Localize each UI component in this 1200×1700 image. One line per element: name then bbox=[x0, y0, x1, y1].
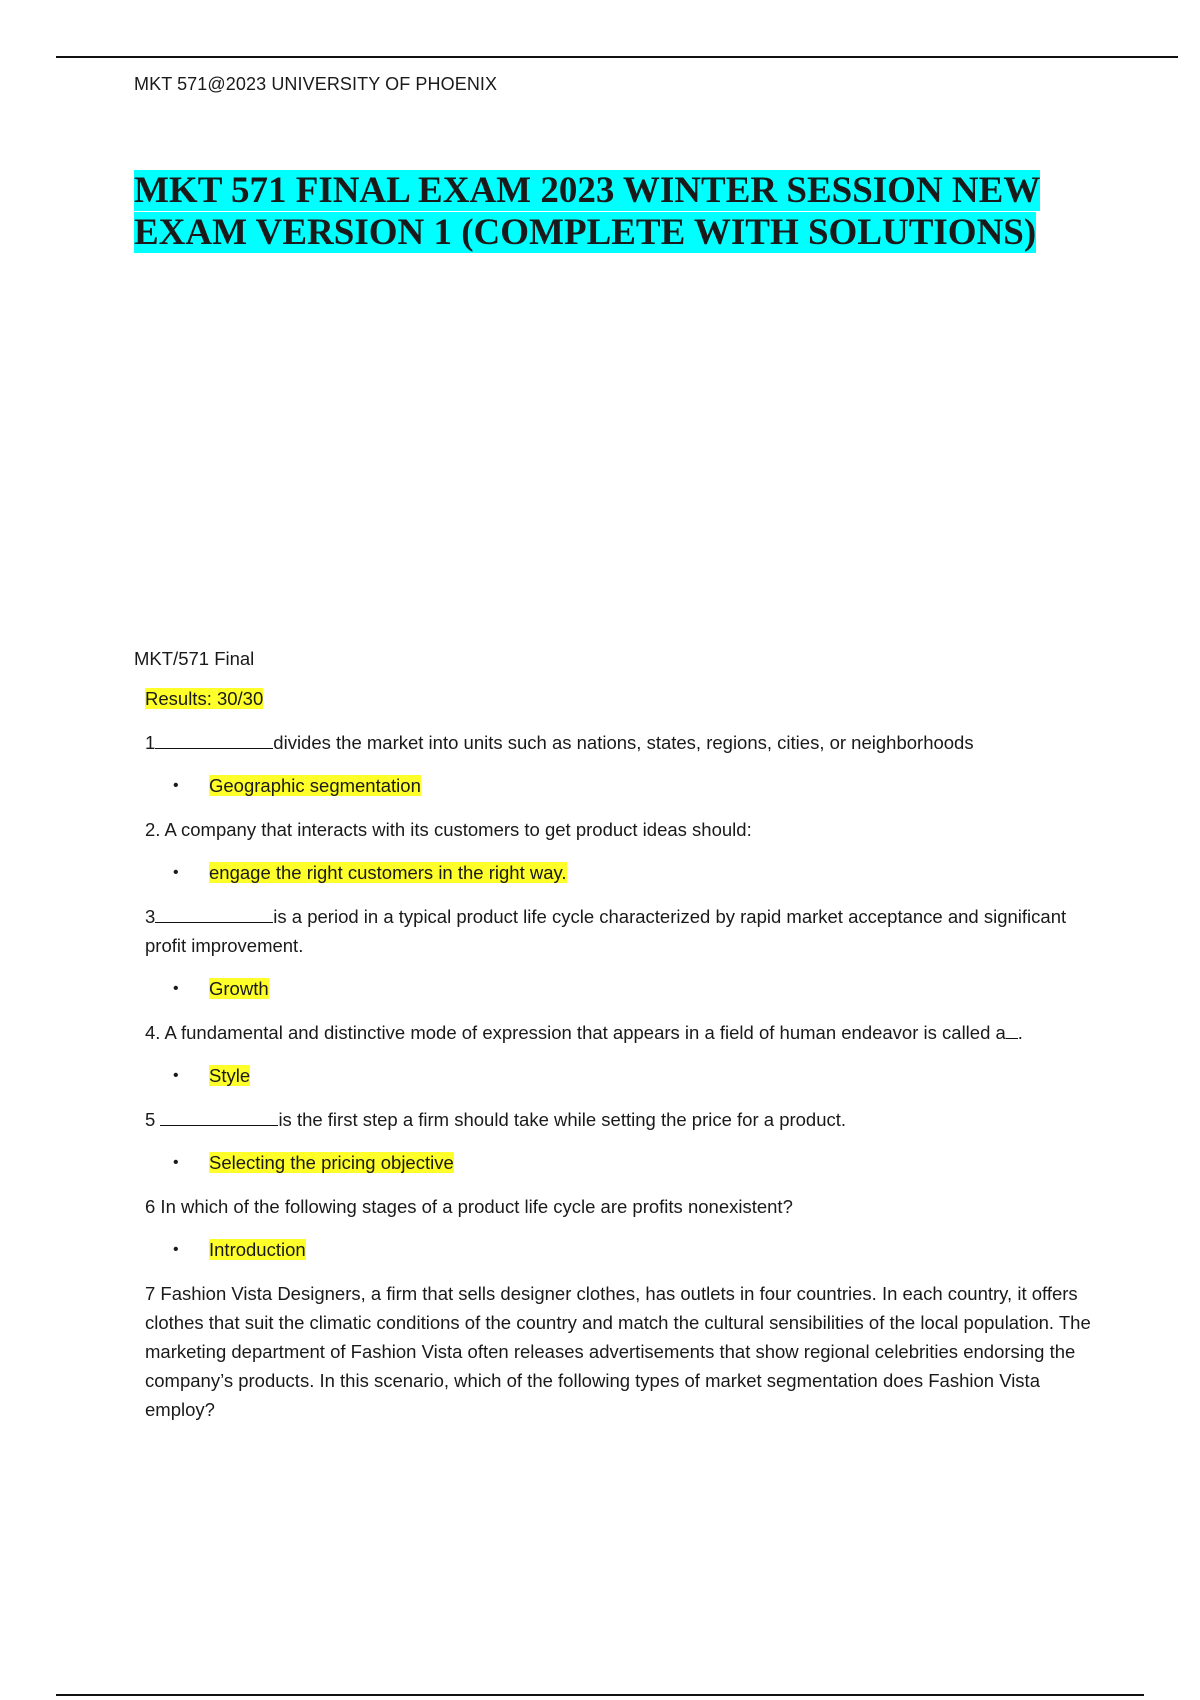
question-4-text: 4. A fundamental and distinctive mode of expression that appears in a field of human endeavor is called a bbox=[145, 1022, 1006, 1043]
question-4-end: . bbox=[1017, 1022, 1023, 1043]
document-title bbox=[134, 170, 1094, 254]
question-1 bbox=[134, 728, 1094, 757]
exam-body bbox=[134, 644, 1094, 1438]
document-title-text: MKT 571 FINAL EXAM 2023 WINTER SESSION NEW EXAM VERSION 1 (COMPLETE WITH SOLUTIONS) bbox=[134, 170, 1041, 253]
bullet-icon: • bbox=[173, 1067, 179, 1084]
question-6: 6 In which of the following stages of a product life cycle are profits nonexistent? bbox=[145, 1196, 793, 1217]
bullet-icon: • bbox=[173, 980, 179, 997]
answer-2 bbox=[134, 858, 1094, 887]
bullet-icon: • bbox=[173, 864, 179, 881]
answer-3-text: Growth bbox=[209, 978, 269, 999]
fill-blank bbox=[155, 730, 273, 749]
bottom-rule bbox=[56, 1694, 1144, 1696]
question-3-text: is a period in a typical product life cycle characterized by rapid market acceptance and significant profit improvement. bbox=[145, 906, 1067, 956]
question-7: 7 Fashion Vista Designers, a firm that sells designer clothes, has outlets in four countries. In each country, it offers clothes that suit the climatic conditions of the country and match the cultural sensibilities of the local population. The marketing department of Fashion Vista often releases advertisements that show regional celebrities endorsing the company’s products. In this scenario, which of the following types of market segmentation does Fashion Vista employ? bbox=[145, 1283, 1091, 1420]
question-2: 2. A company that interacts with its customers to get product ideas should: bbox=[145, 819, 752, 840]
question-3-number: 3 bbox=[145, 906, 156, 927]
question-1-text: divides the market into units such as nations, states, regions, cities, or neighborhoods bbox=[273, 732, 974, 753]
fill-blank bbox=[155, 904, 273, 923]
question-3 bbox=[134, 902, 1094, 960]
answer-4 bbox=[134, 1061, 1094, 1090]
answer-2-text: engage the right customers in the right way. bbox=[209, 862, 567, 883]
answer-5-text: Selecting the pricing objective bbox=[209, 1152, 454, 1173]
top-rule bbox=[56, 56, 1178, 58]
fill-blank bbox=[1006, 1020, 1018, 1039]
bullet-icon: • bbox=[173, 1154, 179, 1171]
answer-4-text: Style bbox=[209, 1065, 251, 1086]
question-4 bbox=[134, 1018, 1094, 1047]
answer-6-text: Introduction bbox=[209, 1239, 306, 1260]
fill-blank bbox=[160, 1107, 278, 1126]
results-score: Results: 30/30 bbox=[145, 688, 264, 709]
question-5-number: 5 bbox=[145, 1109, 156, 1130]
answer-3 bbox=[134, 974, 1094, 1003]
answer-1 bbox=[134, 771, 1094, 800]
answer-1-text: Geographic segmentation bbox=[209, 775, 421, 796]
question-5 bbox=[134, 1105, 1094, 1134]
answer-5 bbox=[134, 1148, 1094, 1177]
question-1-number: 1 bbox=[145, 732, 156, 753]
course-header: MKT 571@2023 UNIVERSITY OF PHOENIX bbox=[134, 74, 498, 94]
question-5-text: is the first step a firm should take while setting the price for a product. bbox=[278, 1109, 847, 1130]
exam-label: MKT/571 Final bbox=[134, 648, 255, 669]
answer-6 bbox=[134, 1235, 1094, 1264]
bullet-icon: • bbox=[173, 777, 179, 794]
results-line bbox=[134, 684, 1094, 713]
bullet-icon: • bbox=[173, 1241, 179, 1258]
